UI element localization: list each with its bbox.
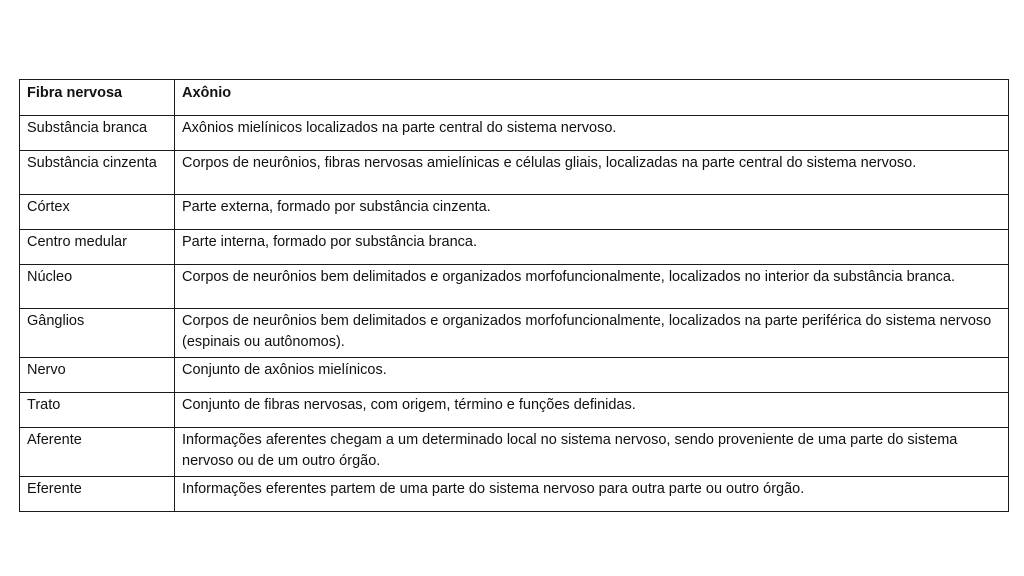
definition-cell: Corpos de neurônios bem delimitados e organizados morfofuncionalmente, localizados na parte periférica do sistema nervoso (espinais ou autônomos). bbox=[175, 309, 1009, 358]
table-row bbox=[20, 358, 1009, 393]
table-row bbox=[20, 195, 1009, 230]
table-row bbox=[20, 116, 1009, 151]
term-cell: Centro medular bbox=[20, 230, 175, 265]
table-row bbox=[20, 151, 1009, 195]
term-cell: Substância branca bbox=[20, 116, 175, 151]
table-header-row bbox=[20, 80, 1009, 116]
definition-cell: Corpos de neurônios, fibras nervosas amielínicas e células gliais, localizadas na parte central do sistema nervoso. bbox=[175, 151, 1009, 195]
header-fibra-nervosa: Fibra nervosa bbox=[20, 80, 175, 116]
table-row bbox=[20, 265, 1009, 309]
definition-cell: Informações aferentes chegam a um determinado local no sistema nervoso, sendo proveniente de uma parte do sistema nervoso ou de um outro órgão. bbox=[175, 428, 1009, 477]
definition-cell: Conjunto de fibras nervosas, com origem, término e funções definidas. bbox=[175, 393, 1009, 428]
definition-cell: Parte externa, formado por substância cinzenta. bbox=[175, 195, 1009, 230]
table-row bbox=[20, 309, 1009, 358]
definition-cell: Conjunto de axônios mielínicos. bbox=[175, 358, 1009, 393]
term-cell: Núcleo bbox=[20, 265, 175, 309]
definitions-table bbox=[19, 79, 1009, 512]
table-row bbox=[20, 428, 1009, 477]
table-row bbox=[20, 477, 1009, 512]
term-cell: Gânglios bbox=[20, 309, 175, 358]
term-cell: Substância cinzenta bbox=[20, 151, 175, 195]
definition-cell: Parte interna, formado por substância branca. bbox=[175, 230, 1009, 265]
term-cell: Trato bbox=[20, 393, 175, 428]
table-row bbox=[20, 230, 1009, 265]
definition-cell: Axônios mielínicos localizados na parte central do sistema nervoso. bbox=[175, 116, 1009, 151]
table-row bbox=[20, 393, 1009, 428]
term-cell: Nervo bbox=[20, 358, 175, 393]
definition-cell: Corpos de neurônios bem delimitados e organizados morfofuncionalmente, localizados no interior da substância branca. bbox=[175, 265, 1009, 309]
term-cell: Córtex bbox=[20, 195, 175, 230]
term-cell: Eferente bbox=[20, 477, 175, 512]
definition-cell: Informações eferentes partem de uma parte do sistema nervoso para outra parte ou outro órgão. bbox=[175, 477, 1009, 512]
header-axonio: Axônio bbox=[175, 80, 1009, 116]
term-cell: Aferente bbox=[20, 428, 175, 477]
